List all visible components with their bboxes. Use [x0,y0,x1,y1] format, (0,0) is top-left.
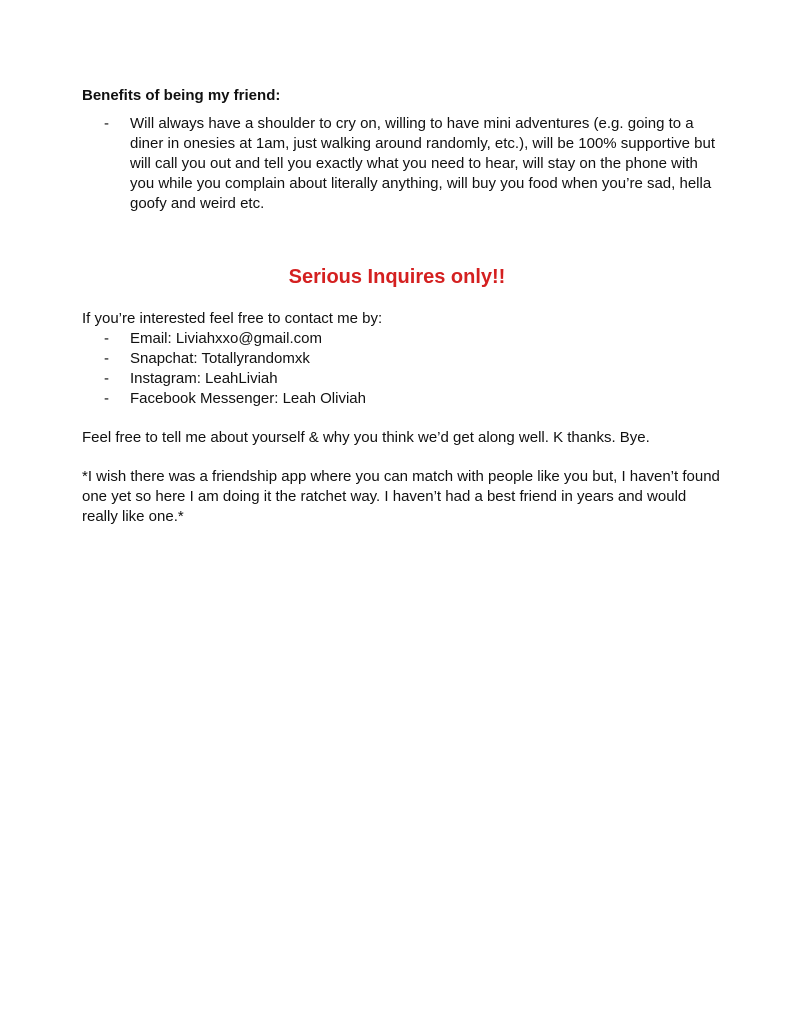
list-item [82,369,722,389]
benefit-text: Will always have a shoulder to cry on, willing to have mini adventures (e.g. going to a diner in onesies at 1am, just walking around randomly, etc.), will be 100% supportive but will call you out and tell you exactly what you need to hear, will stay on the phone with you while you complain about literally anything, will buy you food when you’re sad, hella goofy and weird etc. [130,115,716,212]
closing-paragraph: Feel free to tell me about yourself & why you think we’d get along well. K thanks. Bye. [82,429,650,446]
list-item [82,389,722,409]
contact-instagram: Instagram: LeahLiviah [130,370,278,387]
bullet-dash: - [104,330,109,347]
list-item [82,114,722,214]
list-item [82,349,722,369]
benefits-list [82,114,722,214]
contact-list [82,329,722,409]
bullet-dash: - [104,390,109,407]
serious-inquiries-title: Serious Inquires only!! [288,266,506,288]
contact-email: Email: Liviahxxo@gmail.com [130,330,322,347]
benefits-heading: Benefits of being my friend: [82,87,281,104]
contact-facebook-messenger: Facebook Messenger: Leah Oliviah [130,390,366,407]
contact-intro: If you’re interested feel free to contact me by: [82,310,383,327]
footnote-paragraph: *I wish there was a friendship app where you can match with people like you but, I haven’t found one yet so here I am doing it the ratchet way. I haven’t had a best friend in years and would really like one.* [82,468,720,525]
bullet-dash: - [104,370,109,387]
contact-snapchat: Snapchat: Totallyrandomxk [130,350,310,367]
list-item [82,329,722,349]
bullet-dash: - [104,350,109,367]
bullet-dash: - [104,115,109,132]
